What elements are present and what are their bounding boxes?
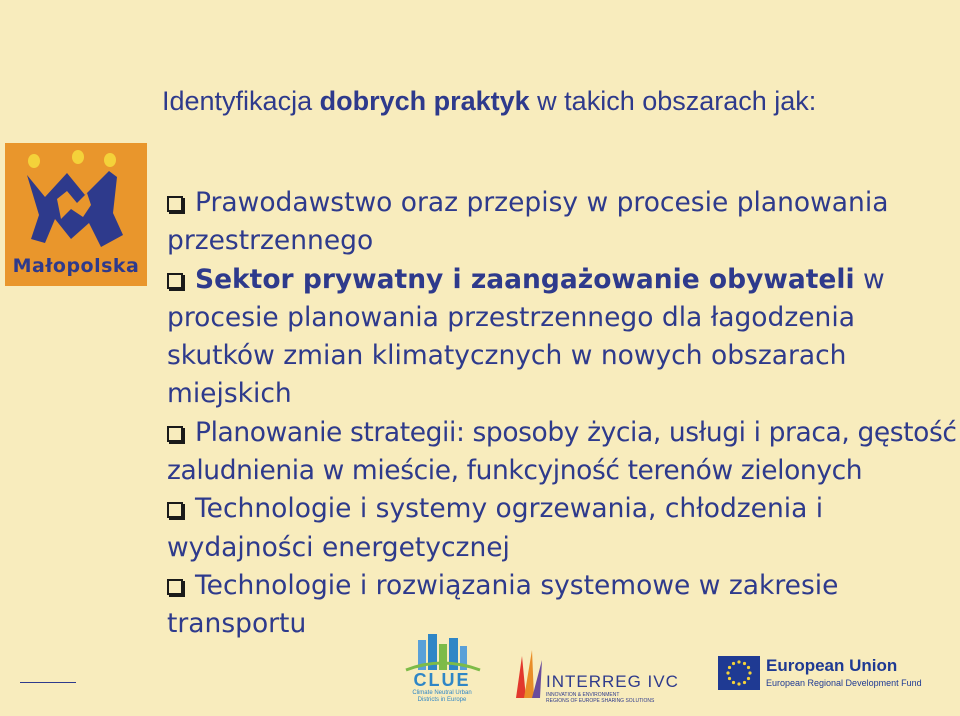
list-item xyxy=(167,490,957,567)
list-item xyxy=(167,567,957,644)
item-text: Planowanie strategii: sposoby życia, usługi i praca, gęstość zaludnienia w mieście, funkcyjność terenów zielonych xyxy=(167,416,957,487)
item-bold: Sektor prywatny i zaangażowanie obywateli xyxy=(195,263,855,295)
checkbox-icon xyxy=(167,426,183,442)
eu-title: European Union xyxy=(766,656,898,675)
item-text: Technologie i systemy ogrzewania, chłodzenia i wydajności energetycznej xyxy=(167,493,824,563)
eu-logo xyxy=(718,656,958,696)
clue-title: CLUE xyxy=(413,670,471,690)
heading-suffix: w takich obszarach jak: xyxy=(529,86,817,116)
list-item xyxy=(167,414,957,491)
item-text: Prawodawstwo oraz przepisy w procesie planowania przestrzennego xyxy=(167,187,889,257)
list-item xyxy=(167,261,957,414)
logo-label: Małopolska xyxy=(12,255,140,277)
interreg-flame-icon xyxy=(512,646,546,702)
item-text: w procesie planowania przestrzennego dla łagodzenia skutków zmian klimatycznych w nowych obszarach miejskich xyxy=(167,263,885,410)
interreg-subtitle: INNOVATION & ENVIRONMENT REGIONS OF EUROPE SHARING SOLUTIONS xyxy=(546,692,655,704)
interreg-title: INTERREG IVC xyxy=(546,672,679,691)
practice-list xyxy=(167,184,957,644)
checkbox-icon xyxy=(167,579,183,595)
checkbox-icon xyxy=(167,502,183,518)
checkbox-icon xyxy=(167,196,183,212)
clue-logo xyxy=(400,630,484,706)
heading-bold: dobrych praktyk xyxy=(319,86,530,116)
footer-divider xyxy=(20,682,76,683)
checkbox-icon xyxy=(167,273,183,289)
item-text: Technologie i rozwiązania systemowe w zakresie transportu xyxy=(167,569,839,640)
eu-subtitle: European Regional Development Fund xyxy=(766,678,922,688)
malopolska-crown-icon xyxy=(5,143,147,258)
interreg-logo xyxy=(512,646,692,706)
malopolska-logo xyxy=(5,143,147,286)
heading-prefix: Identyfikacja xyxy=(162,86,320,116)
city-skyline-icon xyxy=(400,630,484,672)
clue-subtitle: Climate Neutral Urban Districts in Europe xyxy=(412,690,472,703)
list-item xyxy=(167,184,957,261)
slide-heading xyxy=(162,86,816,117)
eu-flag-icon xyxy=(718,656,760,690)
